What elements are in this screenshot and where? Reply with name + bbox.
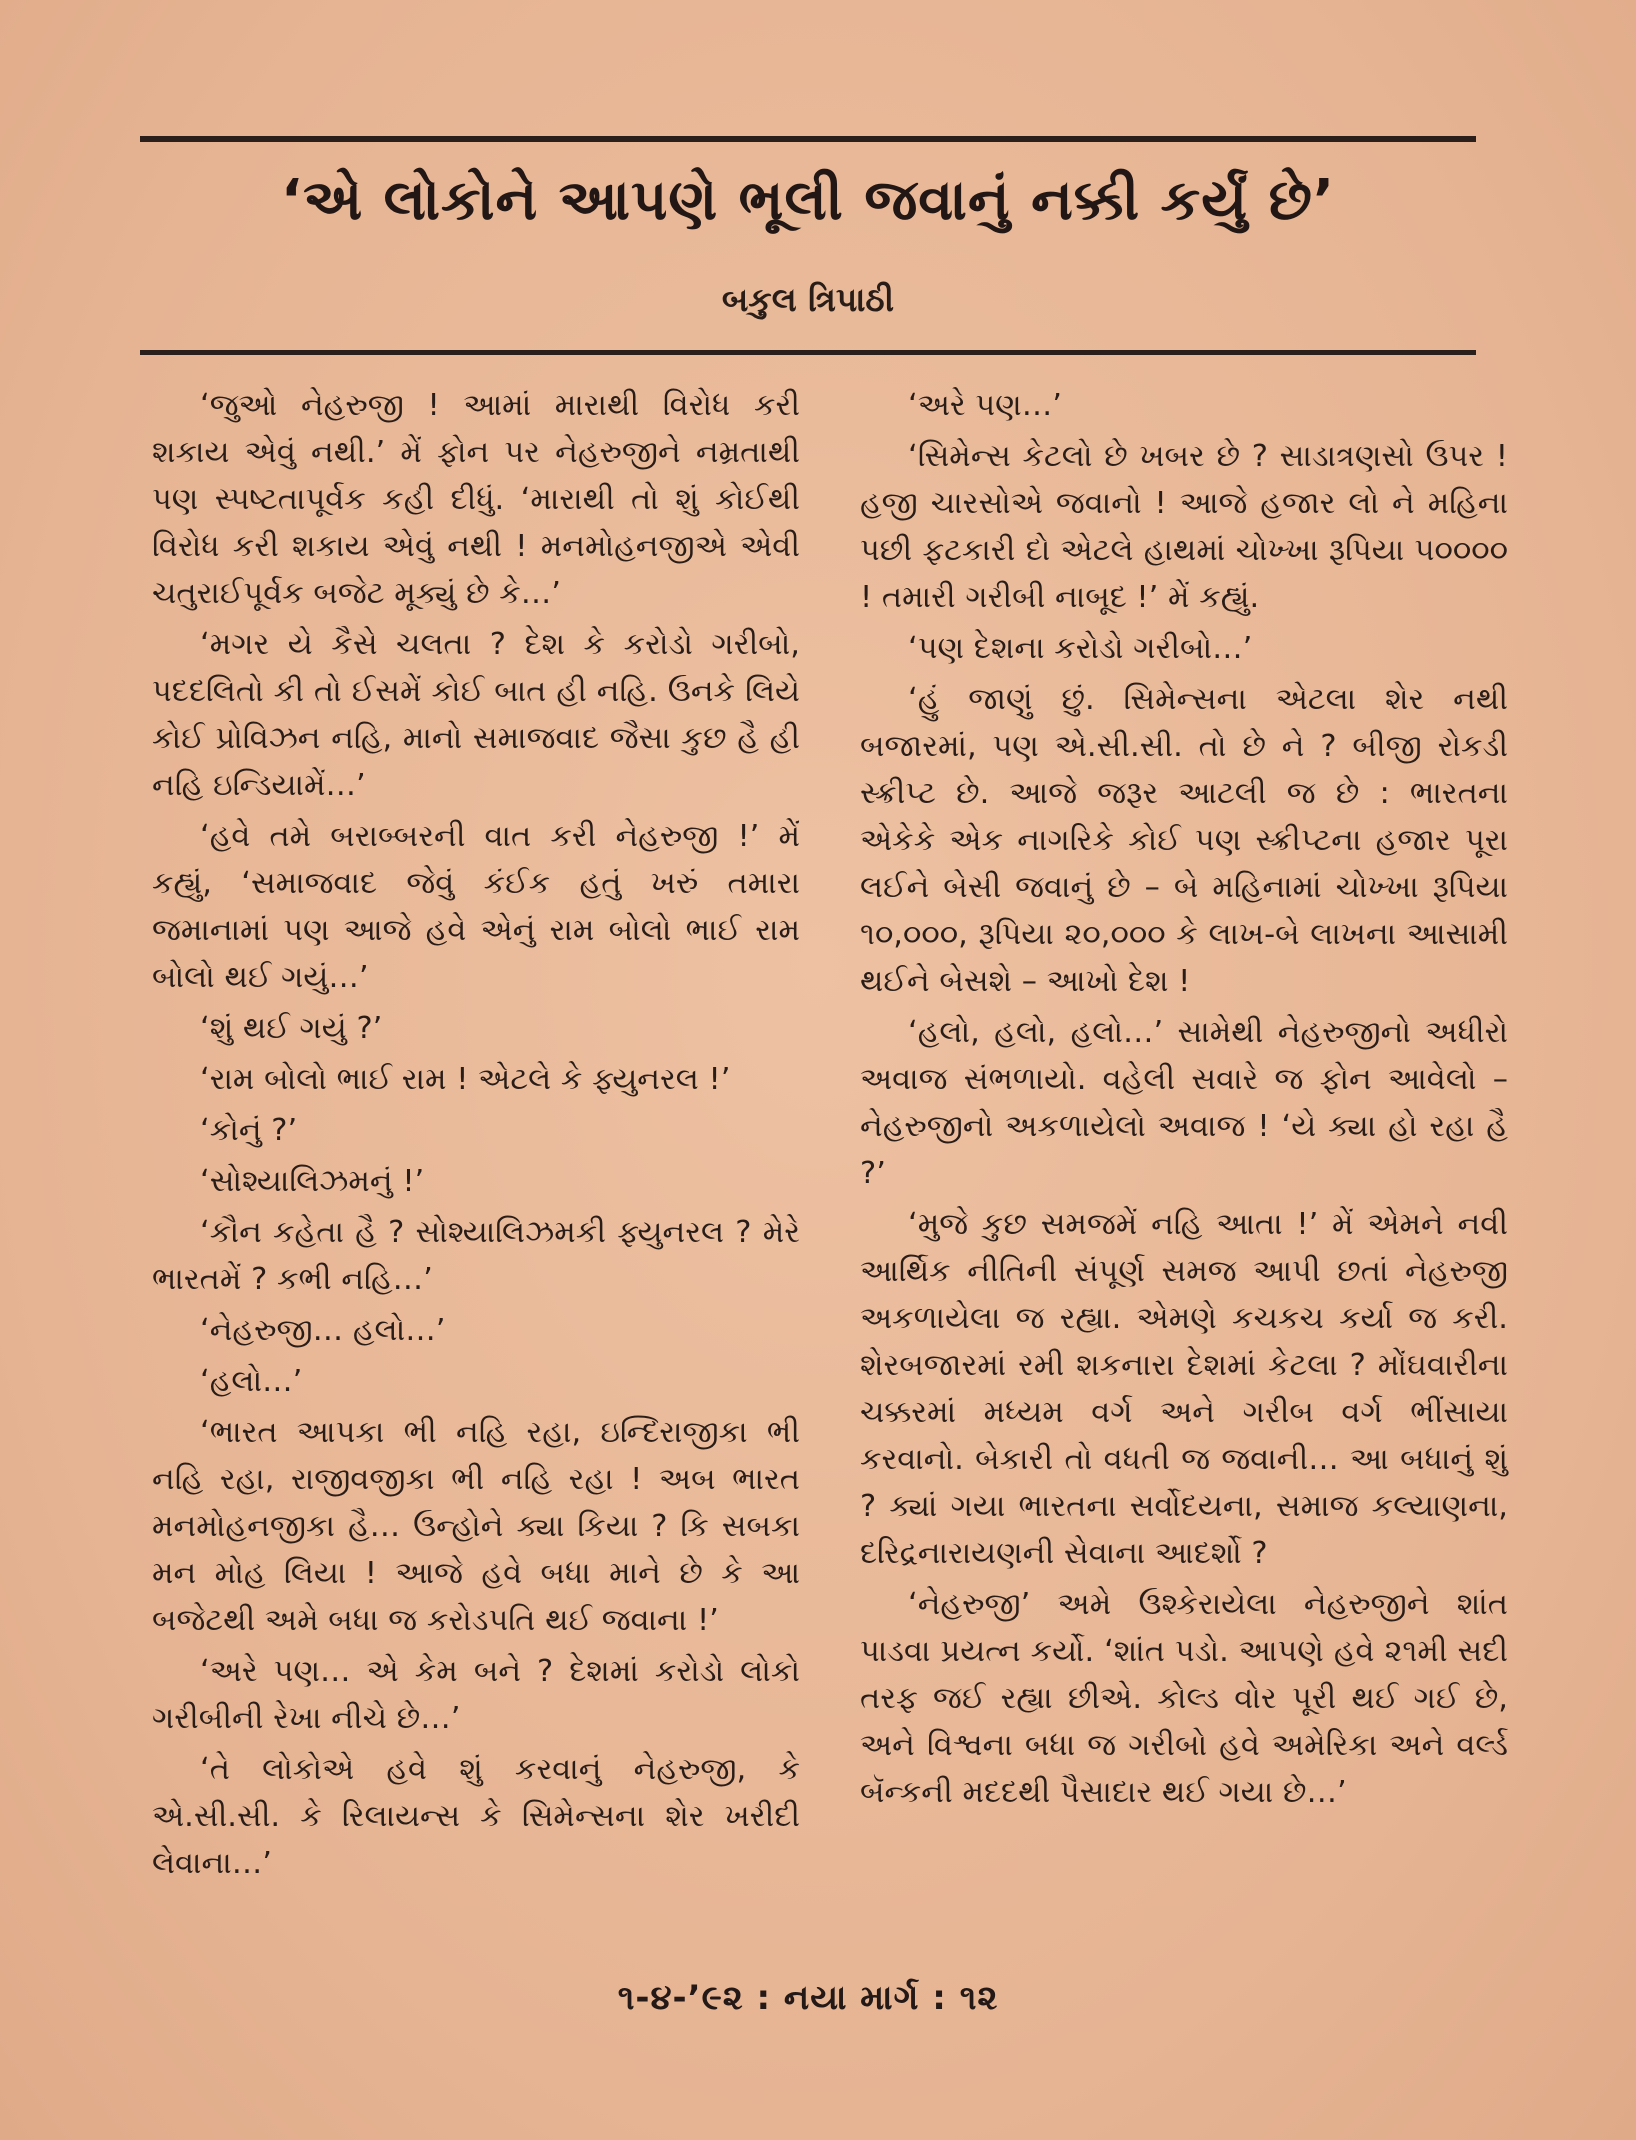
left-column <box>152 382 800 1891</box>
paragraph: ‘સોશ્યાલિઝમનું !’ <box>200 1164 425 1199</box>
paragraph: ‘હલો…’ <box>200 1364 303 1399</box>
article-author: બકુલ ત્રિપાઠી <box>721 280 895 319</box>
paragraph: ‘હું જાણું છું. સિમેન્સના એટલા શેર નથી બજારમાં, પણ એ.સી.સી. તો છે ને ? બીજી રોકડી સ્ક્રીપ્ટ છે. આજે જરૂર આટલી જ છે : ભારતના એકેકે એક નાગરિકે કોઈ પણ સ્ક્રીપ્ટના હજાર પૂરા લઈને બેસી જવાનું છે – બે મહિનામાં ચોખ્ખા રૂપિયા ૧૦,૦૦૦, રૂપિયા ૨૦,૦૦૦ કે લાખ-બે લાખના આસામી થઈને બેસશે – આખો દેશ ! <box>860 682 1508 999</box>
paragraph: ‘ભારત આપકા ભી નહિ રહા, ઇન્દિરાજીકા ભી નહિ રહા, રાજીવજીકા ભી નહિ રહા ! અબ ભારત મનમોહનજીકા હૈ… ઉન્હોને ક્યા કિયા ? કિ સબકા મન મોહ લિયા ! આજે હવે બધા માને છે કે આ બજેટથી અમે બધા જ કરોડપતિ થઈ જવાના !’ <box>152 1415 800 1638</box>
paragraph: ‘નેહરુજી… હલો…’ <box>200 1313 446 1348</box>
top-rule <box>140 136 1476 142</box>
header-rule <box>140 350 1476 355</box>
paragraph: ‘અરે પણ…’ <box>908 388 1062 423</box>
paragraph: ‘હવે તમે બરાબ્બરની વાત કરી નેહરુજી !’ મેં કહ્યું, ‘સમાજવાદ જેવું કંઈક હતું ખરું તમારા જમાનામાં પણ આજે હવે એનું રામ બોલો ભાઈ રામ બોલો થઈ ગયું…’ <box>152 819 800 995</box>
paragraph: ‘કોનું ?’ <box>200 1113 298 1148</box>
paragraph: ‘રામ બોલો ભાઈ રામ ! એટલે કે ફ્યુનરલ !’ <box>200 1062 731 1097</box>
paragraph: ‘હલો, હલો, હલો…’ સામેથી નેહરુજીનો અધીરો અવાજ સંભળાયો. વહેલી સવારે જ ફોન આવેલો – નેહરુજીનો અકળાયેલો અવાજ ! ‘યે ક્યા હો રહા હૈ ?’ <box>860 1015 1508 1191</box>
paragraph: ‘શું થઈ ગયું ?’ <box>200 1011 383 1046</box>
page-footer: ૧-૪-’૯૨ : નયા માર્ગ : ૧૨ <box>617 1978 999 2018</box>
right-column <box>860 382 1508 1820</box>
paragraph: ‘સિમેન્સ કેટલો છે ખબર છે ? સાડાત્રણસો ઉપર ! હજી ચારસોએ જવાનો ! આજે હજાર લો ને મહિના પછી ફટકારી દો એટલે હાથમાં ચોખ્ખા રૂપિયા ૫૦૦૦૦ ! તમારી ગરીબી નાબૂદ !’ મેં કહ્યું. <box>860 439 1508 615</box>
paragraph: ‘મુજે કુછ સમજમેં નહિ આતા !’ મેં એમને નવી આર્થિક નીતિની સંપૂર્ણ સમજ આપી છતાં નેહરુજી અકળાયેલા જ રહ્યા. એમણે કચકચ કર્યા જ કરી. શેરબજારમાં રમી શકનારા દેશમાં કેટલા ? મોંઘવારીના ચક્કરમાં મધ્યમ વર્ગ અને ગરીબ વર્ગ ભીંસાયા કરવાનો. બેકારી તો વધતી જ જવાની… આ બધાનું શું ? ક્યાં ગયા ભારતના સર્વોદયના, સમાજ કલ્યાણના, દરિદ્રનારાયણની સેવાના આદર્શો ? <box>860 1207 1508 1571</box>
paragraph: ‘મગર યે કૈસે ચલતા ? દેશ કે કરોડો ગરીબો, પદદલિતો કી તો ઈસમેં કોઈ બાત હી નહિ. ઉનકે લિયે કોઈ પ્રોવિઝન નહિ, માનો સમાજવાદ જૈસા કુછ હૈ હી નહિ ઇન્ડિયામેં…’ <box>152 627 800 803</box>
paragraph: ‘અરે પણ… એ કેમ બને ? દેશમાં કરોડો લોકો ગરીબીની રેખા નીચે છે…’ <box>152 1654 800 1736</box>
paragraph: ‘જુઓ નેહરુજી ! આમાં મારાથી વિરોધ કરી શકાય એવું નથી.’ મેં ફોન પર નેહરુજીને નમ્રતાથી પણ સ્પષ્ટતાપૂર્વક કહી દીધું. ‘મારાથી તો શું કોઈથી વિરોધ કરી શકાય એવું નથી ! મનમોહનજીએ એવી ચતુરાઈપૂર્વક બજેટ મૂક્યું છે કે…’ <box>152 388 800 611</box>
paragraph: ‘નેહરુજી’ અમે ઉશ્કેરાયેલા નેહરુજીને શાંત પાડવા પ્રયત્ન કર્યો. ‘શાંત પડો. આપણે હવે ૨૧મી સદી તરફ જઈ રહ્યા છીએ. કોલ્ડ વોર પૂરી થઈ ગઈ છે, અને વિશ્વના બધા જ ગરીબો હવે અમેરિકા અને વર્લ્ડ બૅન્કની મદદથી પૈસાદાર થઈ ગયા છે…’ <box>860 1587 1508 1810</box>
paragraph: ‘કૌન કહેતા હૈ ? સોશ્યાલિઝમકી ફ્યુનરલ ? મેરે ભારતમેં ? કભી નહિ…’ <box>152 1215 800 1297</box>
paragraph: ‘તે લોકોએ હવે શું કરવાનું નેહરુજી, કે એ.સી.સી. કે રિલાયન્સ કે સિમેન્સના શેર ખરીદી લેવાના…’ <box>152 1752 800 1881</box>
article-title: ‘એ લોકોને આપણે ભૂલી જવાનું નક્કી કર્યું છે’ <box>280 168 1336 233</box>
paragraph: ‘પણ દેશના કરોડો ગરીબો…’ <box>908 631 1253 666</box>
